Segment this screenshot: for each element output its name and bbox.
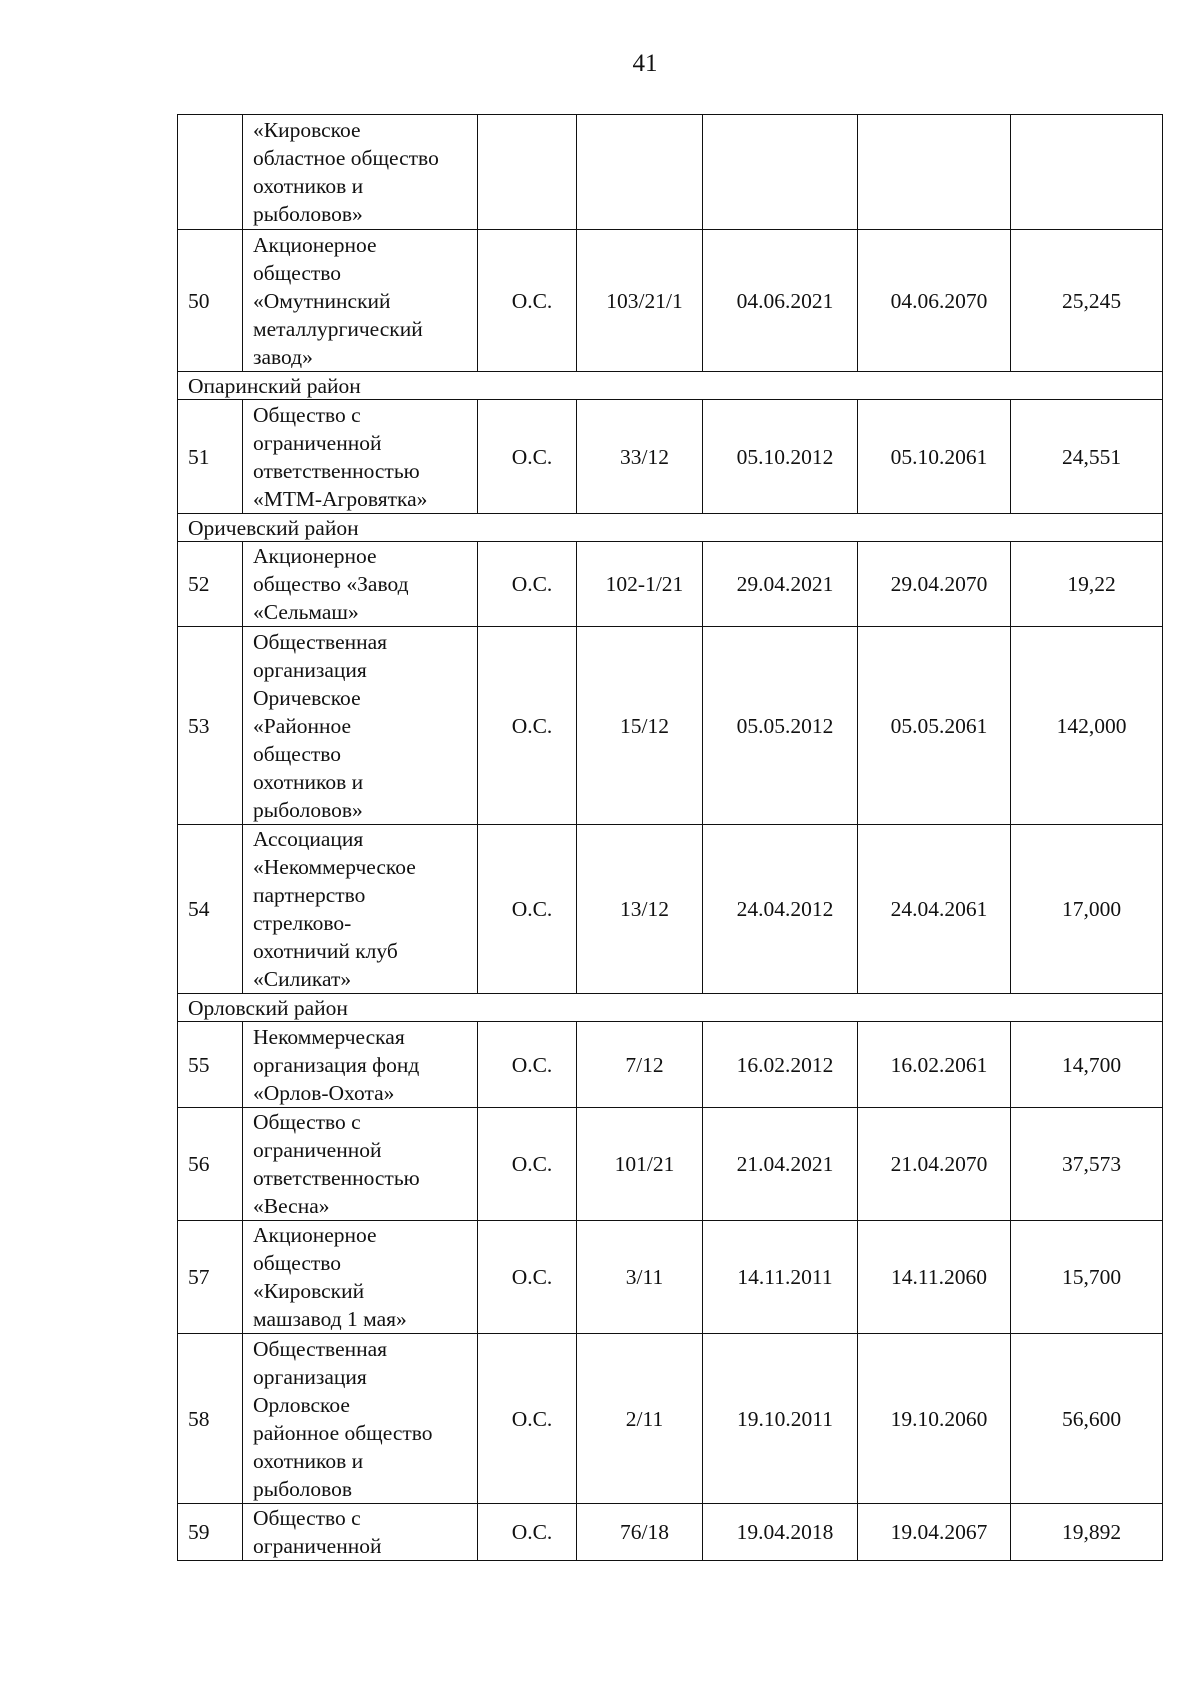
cell-license: 102-1/21 [577, 542, 703, 627]
cell-area: 25,245 [1011, 230, 1163, 372]
cell-num: 54 [178, 825, 243, 994]
cell-num: 56 [178, 1108, 243, 1221]
district-row [178, 372, 1163, 400]
organization-name: Ассоциация «Некоммерческое партнерство стрелково- охотничий клуб «Силикат» [253, 827, 416, 991]
cell-license: 13/12 [577, 825, 703, 994]
cell-num: 59 [178, 1504, 243, 1561]
cell-area [1011, 115, 1163, 230]
cell-license: 33/12 [577, 400, 703, 514]
cell-date-from: 14.11.2011 [703, 1221, 858, 1334]
district-heading: Орловский район [178, 994, 1163, 1022]
cell-date-to [858, 115, 1011, 230]
cell-type: О.С. [478, 825, 577, 994]
cell-area: 19,892 [1011, 1504, 1163, 1561]
cell-organization [243, 1504, 478, 1561]
table-row [178, 627, 1163, 825]
cell-num: 58 [178, 1334, 243, 1504]
organization-name: «Кировское областное общество охотников и рыболовов» [253, 118, 439, 226]
cell-area: 37,573 [1011, 1108, 1163, 1221]
cell-organization [243, 115, 478, 230]
cell-area: 17,000 [1011, 825, 1163, 994]
cell-license: 2/11 [577, 1334, 703, 1504]
organization-name: Общество с ограниченной ответственностью «МТМ-Агровятка» [253, 402, 428, 511]
cell-date-to: 29.04.2070 [858, 542, 1011, 627]
cell-date-from: 21.04.2021 [703, 1108, 858, 1221]
cell-organization [243, 1334, 478, 1504]
organization-name: Общество с ограниченной [253, 1506, 382, 1558]
cell-organization [243, 542, 478, 627]
cell-date-from: 19.10.2011 [703, 1334, 858, 1504]
cell-num: 53 [178, 627, 243, 825]
district-row [178, 514, 1163, 542]
organization-name: Акционерное общество «Завод «Сельмаш» [253, 544, 409, 624]
organization-name: Общество с ограниченной ответственностью «Весна» [253, 1110, 420, 1218]
cell-type: О.С. [478, 627, 577, 825]
table-row [178, 1221, 1163, 1334]
cell-num: 55 [178, 1022, 243, 1108]
cell-area: 56,600 [1011, 1334, 1163, 1504]
cell-num: 52 [178, 542, 243, 627]
cell-num [178, 115, 243, 230]
cell-type: О.С. [478, 230, 577, 372]
table-row [178, 230, 1163, 372]
cell-organization [243, 230, 478, 372]
cell-date-to: 21.04.2070 [858, 1108, 1011, 1221]
cell-organization [243, 825, 478, 994]
cell-num: 51 [178, 400, 243, 514]
district-heading: Опаринский район [178, 372, 1163, 400]
table-row [178, 1108, 1163, 1221]
cell-num: 50 [178, 230, 243, 372]
table-row [178, 542, 1163, 627]
cell-date-from: 16.02.2012 [703, 1022, 858, 1108]
cell-type: О.С. [478, 1504, 577, 1561]
cell-area: 142,000 [1011, 627, 1163, 825]
table-row [178, 1022, 1163, 1108]
table-row [178, 1504, 1163, 1561]
organization-name: Акционерное общество «Кировский машзавод 1 мая» [253, 1223, 407, 1331]
cell-date-from: 05.10.2012 [703, 400, 858, 514]
cell-type [478, 115, 577, 230]
page-number: 41 [632, 50, 658, 77]
district-heading: Оричевский район [178, 514, 1163, 542]
cell-license: 101/21 [577, 1108, 703, 1221]
district-row [178, 994, 1163, 1022]
cell-date-from: 19.04.2018 [703, 1504, 858, 1561]
cell-license: 76/18 [577, 1504, 703, 1561]
cell-license: 7/12 [577, 1022, 703, 1108]
organization-name: Акционерное общество «Омутнинский металлургический завод» [253, 232, 423, 369]
cell-date-to: 14.11.2060 [858, 1221, 1011, 1334]
cell-type: О.С. [478, 542, 577, 627]
cell-date-from: 29.04.2021 [703, 542, 858, 627]
cell-type: О.С. [478, 1334, 577, 1504]
cell-type: О.С. [478, 1108, 577, 1221]
organization-name: Общественная организация Оричевское «Районное общество охотников и рыболовов» [253, 629, 388, 822]
cell-type: О.С. [478, 1221, 577, 1334]
cell-date-to: 04.06.2070 [858, 230, 1011, 372]
cell-license: 103/21/1 [577, 230, 703, 372]
cell-num: 57 [178, 1221, 243, 1334]
cell-date-to: 24.04.2061 [858, 825, 1011, 994]
table-row [178, 825, 1163, 994]
cell-area: 24,551 [1011, 400, 1163, 514]
cell-area: 15,700 [1011, 1221, 1163, 1334]
cell-date-to: 05.10.2061 [858, 400, 1011, 514]
cell-date-from: 24.04.2012 [703, 825, 858, 994]
organization-name: Общественная организация Орловское районное общество охотников и рыболовов [253, 1336, 433, 1501]
table-row [178, 400, 1163, 514]
cell-type: О.С. [478, 1022, 577, 1108]
cell-organization [243, 1221, 478, 1334]
cell-organization [243, 627, 478, 825]
cell-area: 19,22 [1011, 542, 1163, 627]
cell-type: О.С. [478, 400, 577, 514]
cell-date-from [703, 115, 858, 230]
cell-date-to: 05.05.2061 [858, 627, 1011, 825]
cell-license: 3/11 [577, 1221, 703, 1334]
cell-organization [243, 1108, 478, 1221]
hunting-grounds-table [177, 114, 1163, 1561]
cell-date-to: 19.04.2067 [858, 1504, 1011, 1561]
cell-license: 15/12 [577, 627, 703, 825]
cell-date-to: 16.02.2061 [858, 1022, 1011, 1108]
cell-organization [243, 1022, 478, 1108]
cell-license [577, 115, 703, 230]
cell-date-to: 19.10.2060 [858, 1334, 1011, 1504]
cell-date-from: 05.05.2012 [703, 627, 858, 825]
table-row [178, 1334, 1163, 1504]
table-row-continued [178, 115, 1163, 230]
cell-date-from: 04.06.2021 [703, 230, 858, 372]
cell-area: 14,700 [1011, 1022, 1163, 1108]
organization-name: Некоммерческая организация фонд «Орлов-Охота» [253, 1024, 420, 1105]
cell-organization [243, 400, 478, 514]
